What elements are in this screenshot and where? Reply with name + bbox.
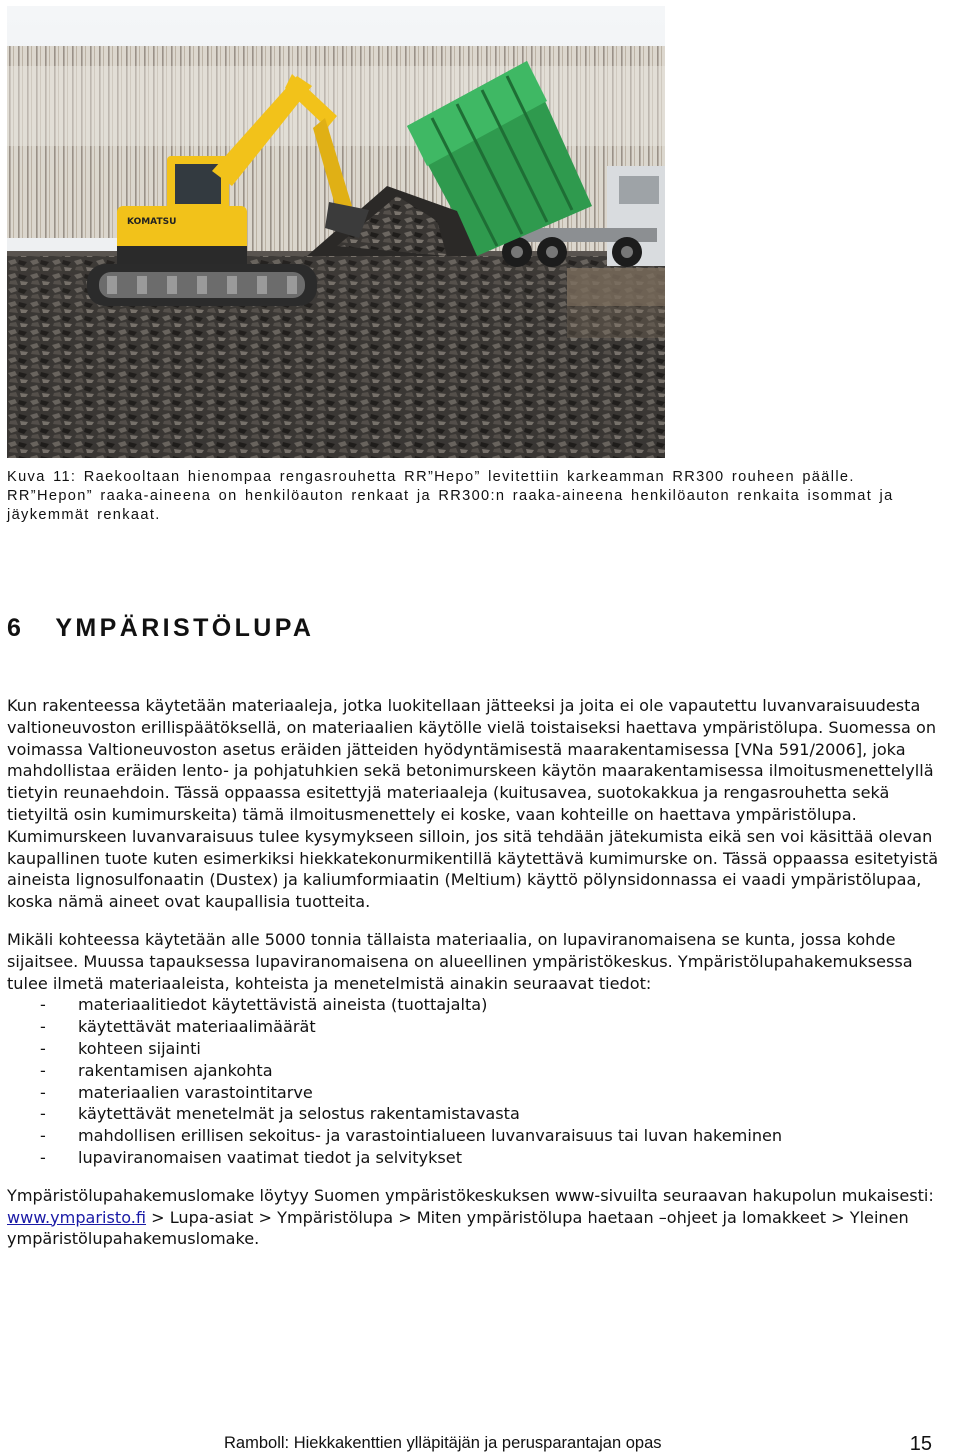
paragraph-3-end: > Lupa-asiat > Ympäristölupa > Miten ympäristölupa haetaan –ohjeet ja lomakkeet > Yleinen ympäristölupahakemuslomake. (7, 1207, 909, 1249)
list-dash: - (40, 1126, 46, 1146)
list-item-text: materiaalien varastointitarve (78, 1082, 313, 1102)
caption-photo (7, 6, 665, 458)
section-title: YMPÄRISTÖLUPA (55, 614, 315, 642)
photo-illustration (7, 6, 665, 458)
list-item (7, 994, 952, 1016)
list-item (7, 1038, 952, 1060)
list-item-text: kohteen sijainti (78, 1038, 201, 1058)
list-item-text: käytettävät menetelmät ja selostus rakentamistavasta (78, 1104, 520, 1124)
list-item (7, 1060, 952, 1082)
paragraph-3-start: Ympäristölupahakemuslomake löytyy Suomen ympäristökeskuksen www-sivuilta seuraavan hakupolun mukaisesti: (7, 1185, 934, 1205)
list-dash: - (40, 995, 46, 1015)
figure-caption: Kuva 11: Raekooltaan hienompaa rengasrouhetta RR”Hepo” levitettiin karkeamman RR300 rouheen päälle. RR”Hepon” raaka-aineena on henkilöauton renkaat ja RR300:n raaka-aineena henkilöauton renkaita isommat ja jäykemmät renkaat. (7, 469, 894, 523)
list-item (7, 1103, 952, 1125)
paragraph-3 (7, 1185, 952, 1250)
list-dash: - (40, 1082, 46, 1102)
ymparisto-link[interactable]: www.ymparisto.fi (7, 1207, 147, 1227)
list-dash: - (40, 1104, 46, 1124)
paragraph-1: Kun rakenteessa käytetään materiaaleja, jotka luokitellaan jätteeksi ja joita ei ole vapautettu luvanvaraisuudesta valtioneuvoston erillispäätöksellä, on materiaalien käytölle vielä toistaiseksi haettava ympäristölupa. Suomessa on voimassa Valtioneuvoston asetus eräiden jätteiden hyödyntämisestä maarakentamisessa [VNa 591/2006], joka mahdollistaa eräiden lento- ja pohjatuhkien sekä betonimurskeen käytön maarakentamisessa ilmoitusmenettelyllä tietyin reunaehdoin. Tässä oppaassa esitettyjä materiaaleja (kuitusavea, suotokakkua ja rengasrouhetta sekä tietyiltä osin kumimurskeita) tämä ilmoitusmenettely ei koske, vaan kohteille on haettava ympäristölupa. Kumimurskeen luvanvaraisuus tulee kysymykseen silloin, jos sitä tehdään jätekumista eikä sen voi käsittää olevan kaupallinen tuote kuten esimerkiksi hiekkatekonurmikentillä käytettävä kumimurske on. Tässä oppaassa esitetyistä aineista lignosulfonaatin (Dustex) ja kaliumformiaatin (Meltium) käyttö pölynsidonnassa ei vaadi ympäristölupaa, koska nämä aineet ovat kaupallisia tuotteita. (7, 696, 939, 912)
list-item-text: rakentamisen ajankohta (78, 1060, 273, 1080)
page-footer: Ramboll: Hiekkakenttien ylläpitäjän ja perusparantajan opas (224, 1434, 662, 1452)
list-item-text: materiaalitiedot käytettävistä aineista (tuottajalta) (78, 995, 488, 1015)
list-item (7, 1016, 952, 1038)
list-item-text: mahdollisen erillisen sekoitus- ja varastointialueen luvanvaraisuus tai luvan hakeminen (78, 1126, 783, 1146)
section-heading (7, 614, 314, 643)
list-dash: - (40, 1147, 46, 1167)
section-content (7, 695, 952, 1250)
requirements-list (7, 994, 952, 1168)
list-item (7, 1082, 952, 1104)
excavator-logo: KOMATSU (127, 217, 177, 227)
list-dash: - (40, 1017, 46, 1037)
paragraph-2: Mikäli kohteessa käytetään alle 5000 tonnia tällaista materiaalia, on lupaviranomaisena se kunta, jossa kohde sijaitsee. Muussa tapauksessa lupaviranomaisena on alueellinen ympäristökeskus. Ympäristölupahakemuksessa tulee ilmetä materiaaleista, kohteista ja menetelmistä ainakin seuraavat tiedot: (7, 929, 913, 993)
page-number: 15 (909, 1433, 932, 1455)
list-dash: - (40, 1060, 46, 1080)
list-item (7, 1125, 952, 1147)
section-number: 6 (7, 614, 25, 642)
list-item-text: käytettävät materiaalimäärät (78, 1017, 316, 1037)
list-item-text: lupaviranomaisen vaatimat tiedot ja selvitykset (78, 1147, 463, 1167)
list-dash: - (40, 1038, 46, 1058)
list-item (7, 1147, 952, 1169)
